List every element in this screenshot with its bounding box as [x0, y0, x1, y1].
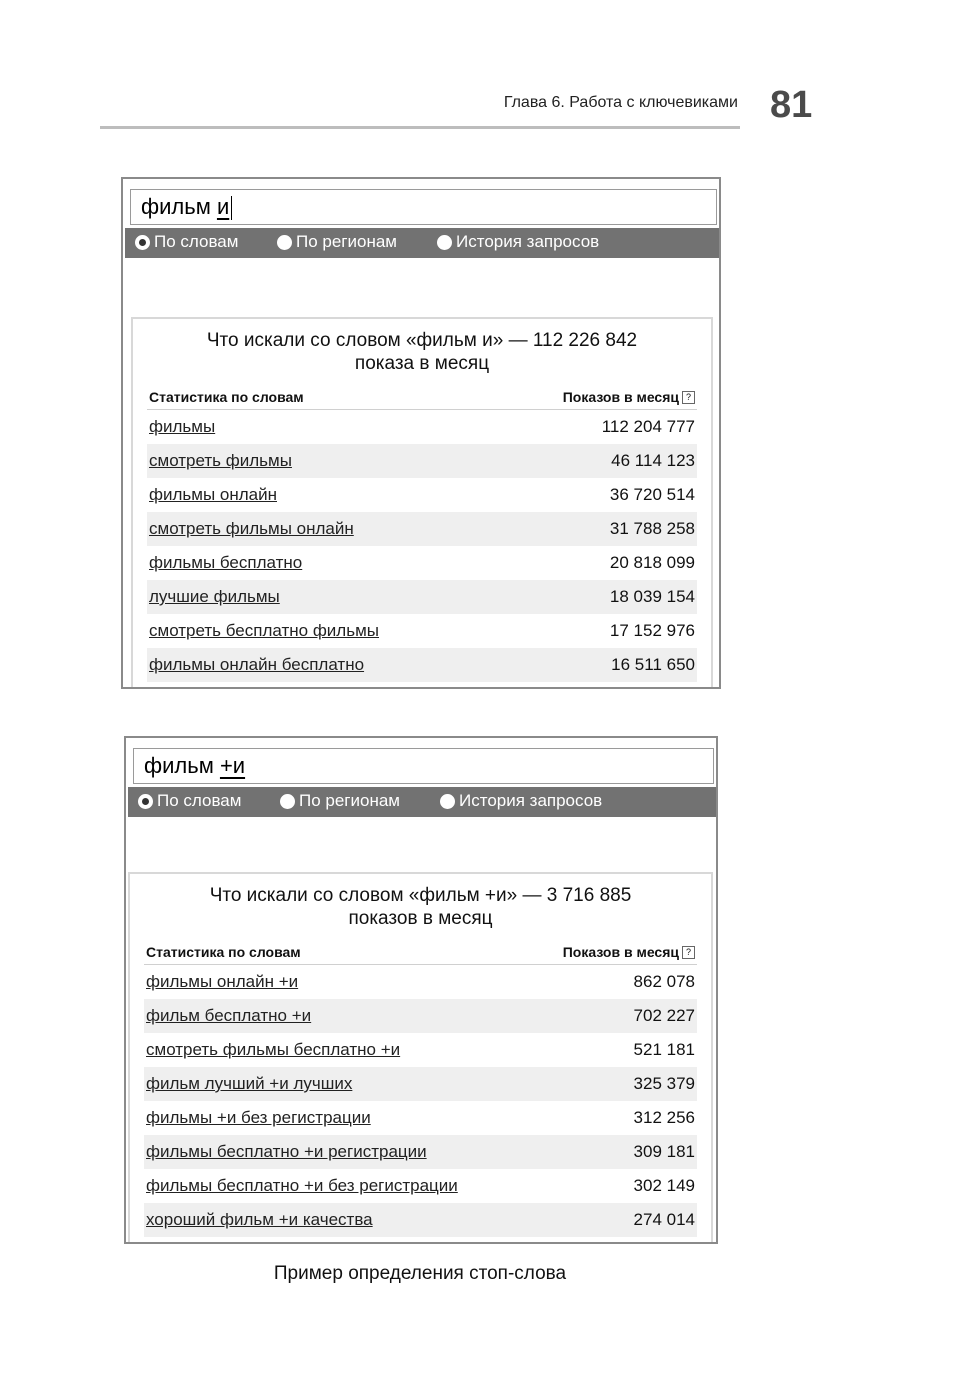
column-header-impressions: Показов в месяц ?	[563, 389, 695, 405]
stats-panel	[128, 872, 713, 1242]
impressions-count: 702 227	[633, 1006, 695, 1025]
stats-rows	[147, 410, 697, 682]
column-header-phrases: Статистика по словам	[146, 944, 301, 960]
radio-by-words[interactable]: По словам	[138, 791, 241, 811]
radio-selected-icon	[138, 794, 153, 809]
page-header	[100, 86, 740, 129]
impressions-count: 17 152 976	[609, 621, 695, 640]
column-header-phrases: Статистика по словам	[149, 389, 304, 405]
table-row	[144, 1033, 697, 1067]
stats-title: Что искали со словом «фильм +и» — 3 716 885 показов в месяц	[209, 885, 632, 929]
impressions-count: 36 720 514	[609, 485, 695, 504]
impressions-count: 20 818 099	[609, 553, 695, 572]
impressions-count: 862 078	[633, 972, 695, 991]
impressions-count: 274 014	[633, 1210, 695, 1229]
table-row	[147, 614, 697, 648]
text-cursor	[231, 196, 232, 220]
impressions-count: 325 379	[633, 1074, 695, 1093]
radio-by-regions[interactable]: По регионам	[277, 232, 397, 252]
chapter-title: Глава 6. Работа с ключевиками	[503, 94, 738, 111]
search-mode-bar	[128, 787, 716, 817]
table-row	[147, 580, 697, 614]
search-input[interactable]	[133, 748, 714, 784]
table-header	[147, 385, 697, 410]
table-row	[144, 1135, 697, 1169]
stats-panel	[131, 317, 713, 687]
table-row	[144, 1203, 697, 1237]
search-mode-bar	[125, 228, 719, 258]
table-row	[144, 1169, 697, 1203]
radio-empty-icon	[437, 235, 452, 250]
search-input[interactable]	[130, 189, 717, 225]
phrase-link[interactable]: смотреть фильмы онлайн	[149, 519, 354, 538]
radio-empty-icon	[440, 794, 455, 809]
page-number: 81	[770, 84, 813, 126]
phrase-link[interactable]: фильмы бесплатно +и без регистрации	[146, 1176, 458, 1195]
screenshot-1	[121, 177, 721, 689]
table-row	[147, 512, 697, 546]
phrase-link[interactable]: фильмы онлайн	[149, 485, 277, 504]
radio-by-regions[interactable]: По регионам	[280, 791, 400, 811]
phrase-link[interactable]: смотреть бесплатно фильмы	[149, 621, 379, 640]
radio-query-history[interactable]: История запросов	[437, 232, 599, 252]
impressions-count: 302 149	[633, 1176, 695, 1195]
stats-title: Что искали со словом «фильм и» — 112 226 842 показа в месяц	[206, 330, 638, 374]
table-row	[147, 444, 697, 478]
phrase-link[interactable]: фильмы онлайн бесплатно	[149, 655, 365, 674]
phrase-link[interactable]: фильмы бесплатно +и регистрации	[146, 1142, 427, 1161]
impressions-count: 31 788 258	[609, 519, 695, 538]
phrase-link[interactable]: фильмы +и без регистрации	[146, 1108, 371, 1127]
phrase-link[interactable]: фильм лучший +и лучших	[146, 1074, 353, 1093]
radio-by-words[interactable]: По словам	[135, 232, 238, 252]
table-row	[144, 1101, 697, 1135]
radio-empty-icon	[280, 794, 295, 809]
help-icon[interactable]: ?	[682, 946, 695, 959]
impressions-count: 312 256	[633, 1108, 695, 1127]
screenshot-2	[124, 736, 718, 1244]
table-row	[144, 999, 697, 1033]
search-query: фильм и	[141, 194, 232, 220]
impressions-count: 521 181	[633, 1040, 695, 1059]
impressions-count: 309 181	[633, 1142, 695, 1161]
impressions-count: 16 511 650	[611, 655, 695, 674]
impressions-count: 46 114 123	[611, 451, 695, 470]
radio-selected-icon	[135, 235, 150, 250]
phrase-link[interactable]: фильмы бесплатно	[149, 553, 303, 572]
phrase-link[interactable]: фильмы	[149, 417, 216, 436]
radio-query-history[interactable]: История запросов	[440, 791, 602, 811]
table-row	[147, 478, 697, 512]
impressions-count: 112 204 777	[601, 417, 695, 436]
table-row	[147, 648, 697, 682]
table-row	[144, 965, 697, 999]
column-header-impressions: Показов в месяц ?	[563, 944, 695, 960]
phrase-link[interactable]: хороший фильм +и качества	[146, 1210, 373, 1229]
table-row	[144, 1067, 697, 1101]
phrase-link[interactable]: фильмы онлайн +и	[146, 972, 299, 991]
phrase-link[interactable]: смотреть фильмы бесплатно +и	[146, 1040, 401, 1059]
impressions-count: 18 039 154	[609, 587, 695, 606]
phrase-link[interactable]: фильм бесплатно +и	[146, 1006, 312, 1025]
phrase-link[interactable]: лучшие фильмы	[149, 587, 280, 606]
figure-caption: Пример определения стоп-слова	[273, 1263, 567, 1284]
phrase-link[interactable]: смотреть фильмы	[149, 451, 292, 470]
table-row	[147, 546, 697, 580]
help-icon[interactable]: ?	[682, 391, 695, 404]
table-header	[144, 940, 697, 965]
stats-rows	[144, 965, 697, 1237]
table-row	[147, 410, 697, 444]
search-query: фильм +и	[144, 753, 246, 778]
radio-empty-icon	[277, 235, 292, 250]
